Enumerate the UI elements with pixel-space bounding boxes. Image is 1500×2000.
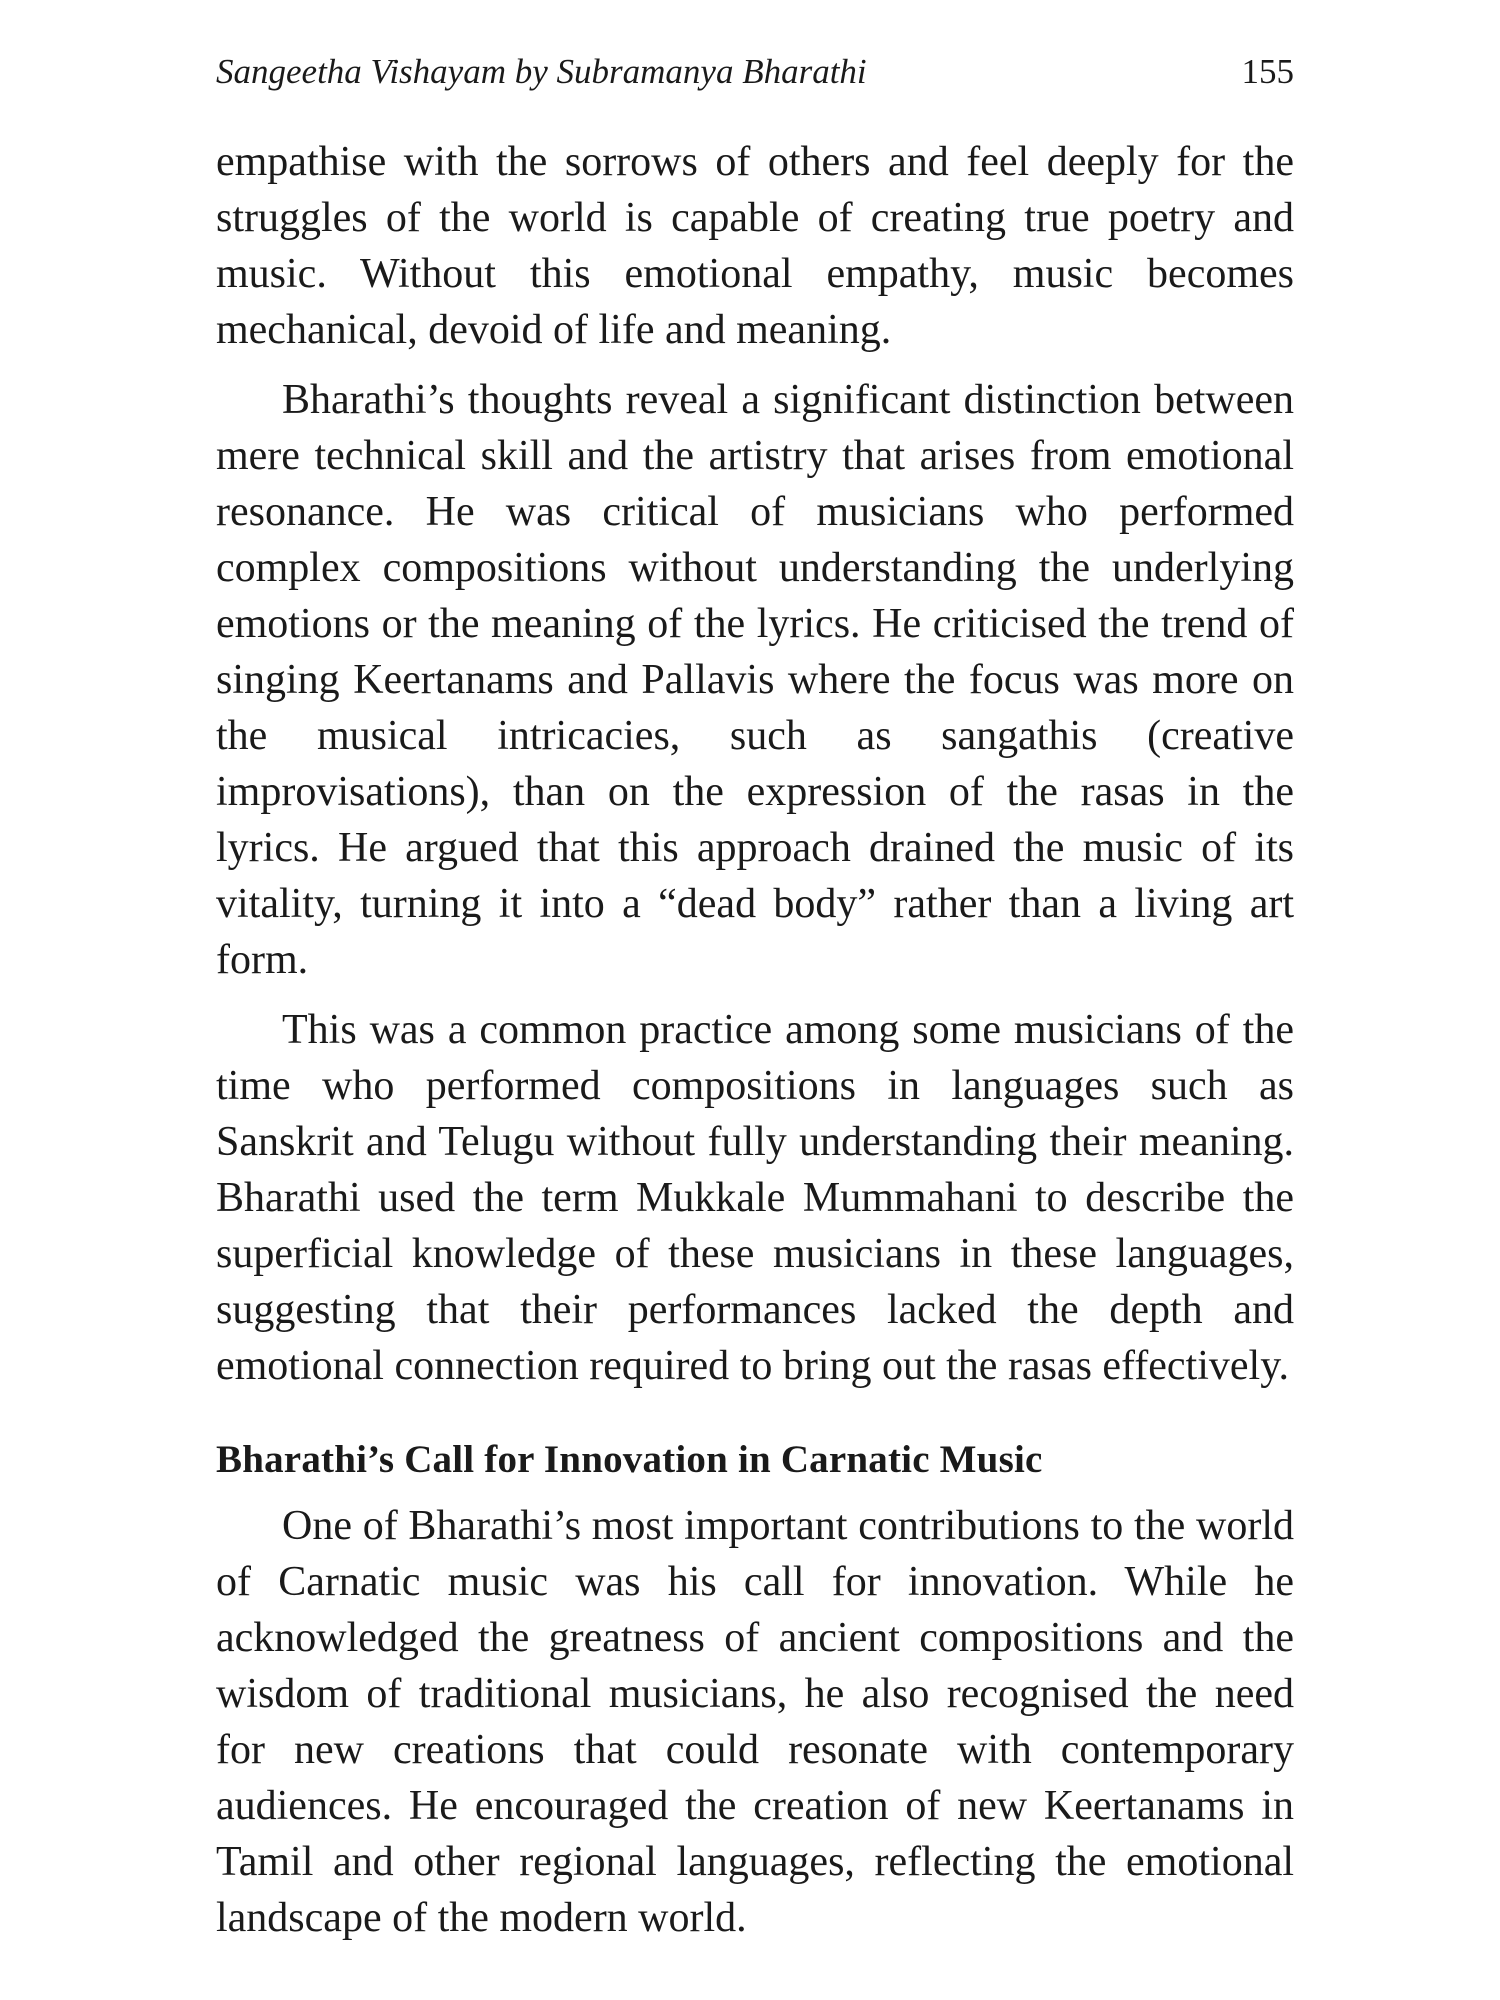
paragraph: One of Bharathi’s most important contributions to the world of Carnatic music was his call for innovation. While he acknowledged the greatness of ancient compositions and the wisdom of traditional musicians, he also recognised the need for new creations that could resonate with contemporary audiences. He encouraged the creation of new Keertanams in Tamil and other regional languages, reflecting the emotional landscape of the modern world. [216, 1503, 1294, 1941]
paragraph: This was a common practice among some musicians of the time who performed compositions in languages such as Sanskrit and Telugu without fully understanding their meaning. Bharathi used the term Mukkale Mummahani to describe the superficial knowledge of these musicians in these languages, suggesting that their performances lacked the depth and emotional connection required to bring out the rasas effectively. [216, 1007, 1294, 1389]
running-head [216, 52, 1294, 112]
section-heading: Bharathi’s Call for Innovation in Carnatic Music [216, 1438, 1043, 1481]
page-number: 155 [1241, 52, 1294, 91]
running-title: Sangeetha Vishayam by Subramanya Bharathi [216, 52, 867, 91]
paragraph-continued: empathise with the sorrows of others and feel deeply for the struggles of the world is capable of creating true poetry and music. Without this emotional empathy, music becomes mechanical, devoid of life and meaning. [216, 139, 1294, 353]
body-text [216, 134, 1294, 1946]
book-page [216, 52, 1294, 1946]
paragraph: Bharathi’s thoughts reveal a significant distinction between mere technical skill and the artistry that arises from emotional resonance. He was critical of musicians who performed complex compositions without understanding the underlying emotions or the meaning of the lyrics. He criticised the trend of singing Keertanams and Pallavis where the focus was more on the musical intricacies, such as sangathis (creative improvisations), than on the expression of the rasas in the lyrics. He argued that this approach drained the music of its vitality, turning it into a “dead body” rather than a living art form. [216, 377, 1294, 983]
